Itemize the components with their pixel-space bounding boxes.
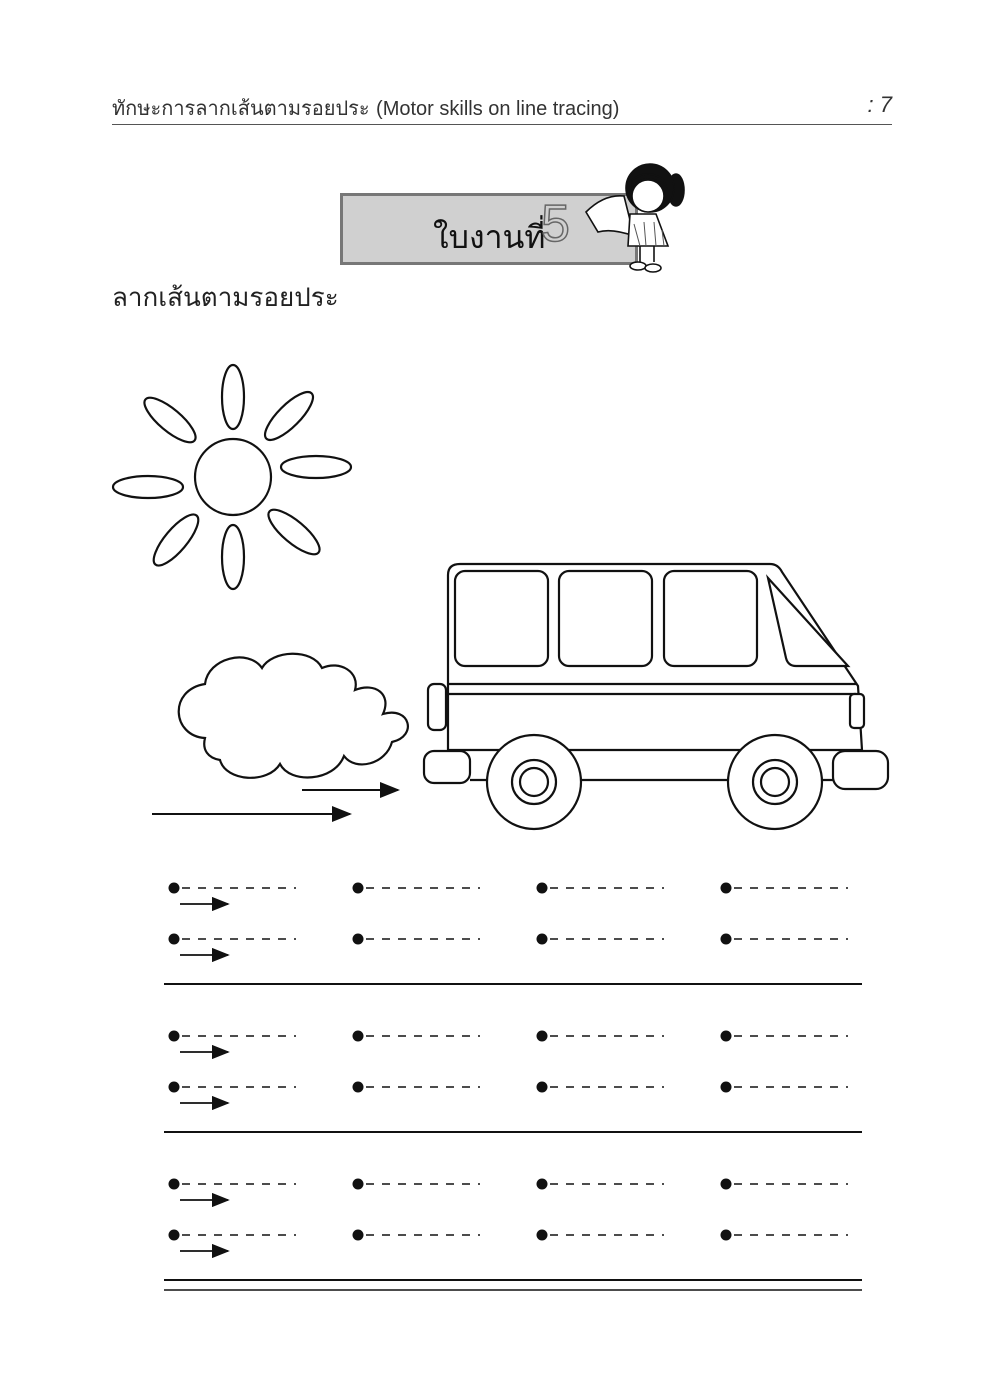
trace-start-dot <box>721 1082 732 1093</box>
trace-start-dot <box>537 934 548 945</box>
trace-start-dot <box>721 1230 732 1241</box>
trace-start-dot <box>169 934 180 945</box>
trace-start-dot <box>537 1230 548 1241</box>
worksheet-number: 5 <box>541 195 570 253</box>
trace-start-dot <box>353 1179 364 1190</box>
page-number: : 7 <box>867 92 892 117</box>
trace-start-dot <box>537 1031 548 1042</box>
worksheet-label: ใบงานที่ <box>433 218 546 256</box>
trace-start-dot <box>169 1230 180 1241</box>
van-icon <box>424 564 888 829</box>
trace-start-dot <box>169 883 180 894</box>
cloud-icon <box>179 654 408 778</box>
trace-start-dot <box>537 1082 548 1093</box>
trace-start-dot <box>169 1082 180 1093</box>
trace-start-dot <box>353 883 364 894</box>
motion-arrows <box>152 790 398 814</box>
header-title-english: (Motor skills on line tracing) <box>376 98 620 120</box>
trace-start-dot <box>353 934 364 945</box>
trace-start-dot <box>353 1082 364 1093</box>
trace-start-dot <box>169 1179 180 1190</box>
girl-holding-paper-icon <box>586 164 684 272</box>
trace-start-dot <box>353 1031 364 1042</box>
trace-start-dot <box>169 1031 180 1042</box>
trace-start-dot <box>721 1179 732 1190</box>
trace-start-dot <box>721 934 732 945</box>
header-title-thai: ทักษะการลากเส้นตามรอยประ <box>112 96 370 120</box>
trace-start-dot <box>353 1230 364 1241</box>
trace-start-dot <box>537 1179 548 1190</box>
trace-start-dot <box>721 1031 732 1042</box>
tracing-grid <box>164 883 862 1291</box>
instruction-text: ลากเส้นตามรอยประ <box>112 283 339 313</box>
trace-start-dot <box>721 883 732 894</box>
sun-icon <box>113 365 351 589</box>
trace-start-dot <box>537 883 548 894</box>
